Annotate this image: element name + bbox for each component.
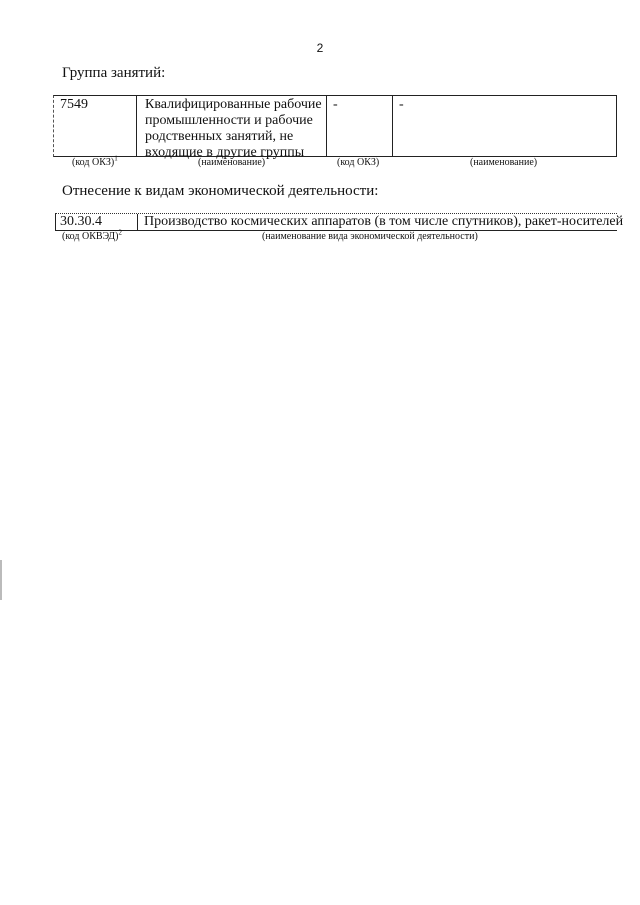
okved-footnote-marker: 2 — [118, 228, 122, 237]
occupation-code: 7549 — [60, 97, 88, 112]
activity-row-divider — [137, 214, 138, 230]
occupation-code2: - — [333, 97, 338, 112]
occupation-group-title: Группа занятий: — [62, 65, 166, 81]
page-number: 2 — [316, 41, 324, 55]
okved-code: 30.30.4 — [60, 214, 102, 229]
activity-row — [55, 213, 624, 231]
scan-artifact — [0, 560, 2, 600]
occupation-name: Квалифицированные рабочие промышленности и рабочие родственных занятий, не входящие в другие группы — [145, 97, 322, 160]
occupation-name2: - — [399, 97, 404, 112]
occupation-code-cell — [54, 96, 137, 156]
occupation-code2-cell — [327, 96, 393, 156]
okz-footnote-marker: 1 — [114, 154, 118, 163]
okz-code-caption-text: (код ОКЗ) — [72, 157, 115, 168]
okved-code-caption — [62, 228, 122, 242]
occupation-table — [53, 95, 617, 160]
activity-section-title: Отнесение к видам экономической деятельности: — [62, 183, 379, 199]
okved-name-caption: (наименование вида экономической деятельности) — [262, 231, 478, 242]
occupation-name-cell — [137, 96, 327, 160]
okved-code-caption-text: (код ОКВЭД) — [62, 231, 119, 242]
occupation-name2-cell — [393, 96, 616, 156]
okz-code-caption — [72, 154, 118, 168]
okz-name-caption: (наименование) — [198, 157, 266, 168]
okz-name2-caption: (наименование) — [470, 157, 538, 168]
okz-code2-caption: (код ОКЗ) — [337, 157, 380, 168]
okved-name: Производство космических аппаратов (в том числе спутников), ракет-носителей — [144, 214, 624, 229]
